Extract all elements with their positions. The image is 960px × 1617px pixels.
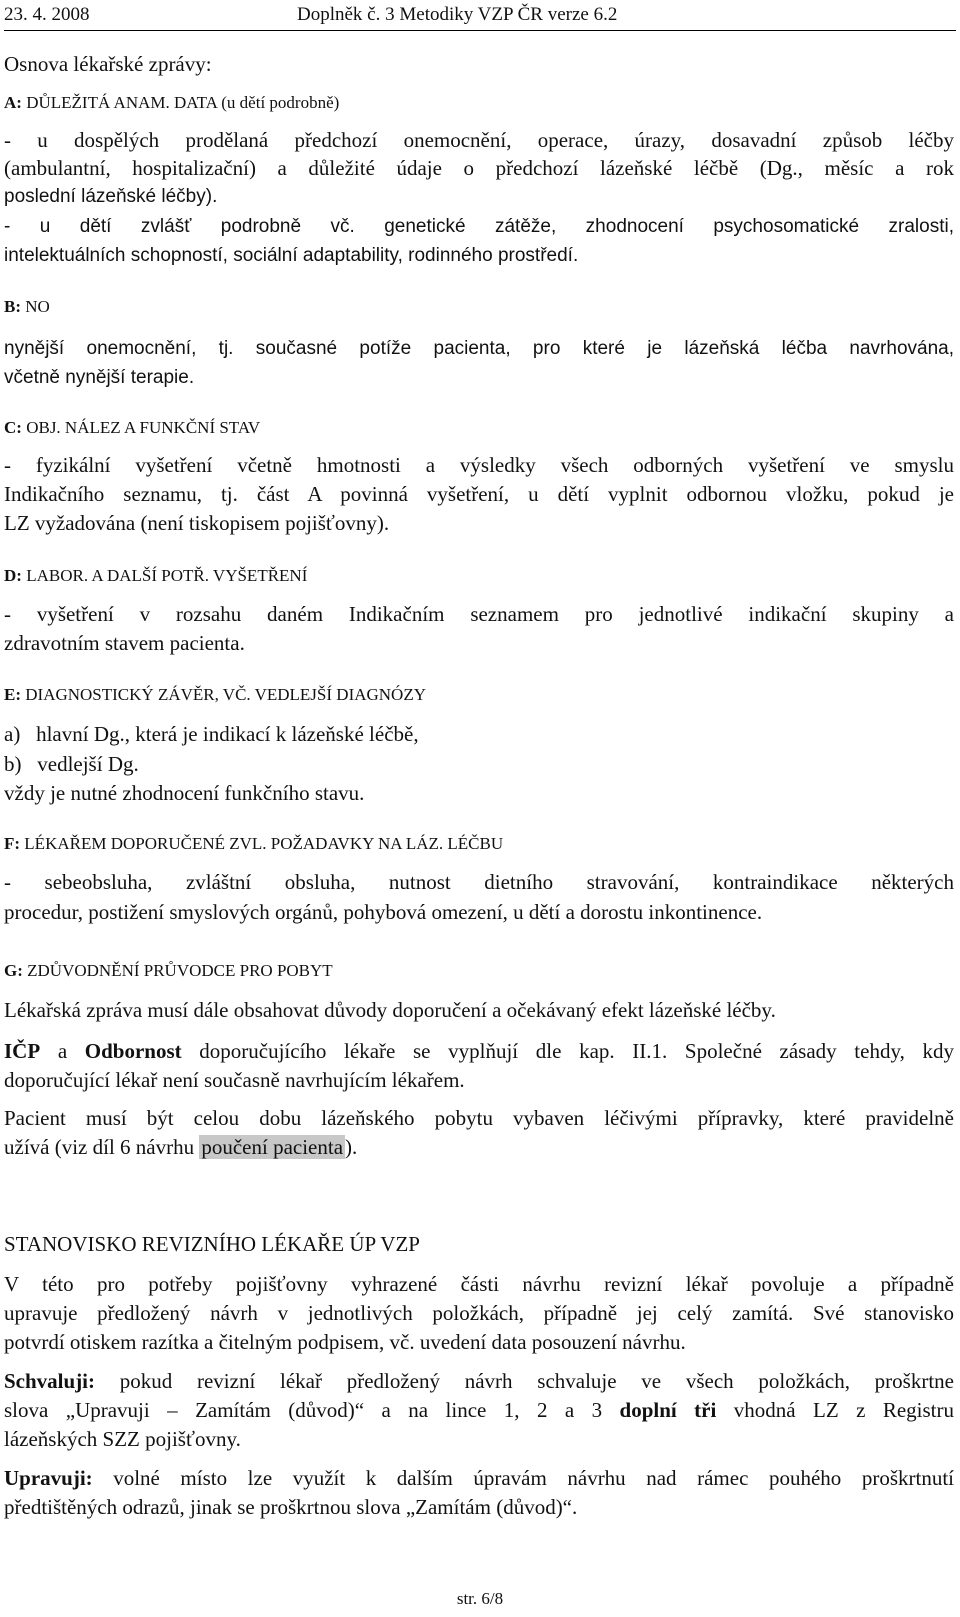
header-date: 23. 4. 2008 bbox=[4, 4, 90, 25]
section-d-label: D: bbox=[4, 566, 22, 585]
section-a-line: poslední lázeňské léčby). bbox=[4, 186, 218, 207]
schvaluji-bold: doplní tři bbox=[619, 1398, 717, 1422]
patient-post: ). bbox=[345, 1135, 358, 1159]
icp-rest: doporučujícího lékaře se vyplňují dle kap. II.1. Společné zásady tehdy, kdy bbox=[181, 1039, 954, 1063]
section-c-line: - fyzikální vyšetření včetně hmotnosti a výsledky všech odborných vyšetření ve smyslu bbox=[4, 453, 954, 477]
schvaluji-line3: lázeňských SZZ pojišťovny. bbox=[4, 1427, 241, 1451]
section-c-label: C: bbox=[4, 418, 22, 437]
outline-title: Osnova lékařské zprávy: bbox=[4, 52, 212, 76]
section-a-line: intelektuálních schopností, sociální adaptability, rodinného prostředí. bbox=[4, 245, 579, 266]
patient-line: Pacient musí být celou dobu lázeňského pobytu vybaven léčivými přípravky, které pravidelně bbox=[4, 1106, 954, 1130]
section-a-line: (ambulantní, hospitalizační) a důležité údaje o předchozí lázeňské léčbě (Dg., měsíc a rok bbox=[4, 156, 954, 180]
item-text: hlavní Dg., která je indikací k lázeňské léčbě, bbox=[36, 722, 419, 746]
and-text: a bbox=[40, 1039, 85, 1063]
section-c-heading bbox=[4, 418, 954, 438]
schvaluji-label: Schvaluji: bbox=[4, 1369, 96, 1393]
section-f-title: LÉKAŘEM DOPORUČENÉ ZVL. POŽADAVKY NA LÁZ. LÉČBU bbox=[24, 834, 504, 853]
section-f-line: - sebeobsluha, zvláštní obsluha, nutnost dietního stravování, kontraindikace některých bbox=[4, 870, 954, 894]
section-a-heading bbox=[4, 93, 954, 113]
section-g-icp-line bbox=[4, 1039, 954, 1064]
section-e-label: E: bbox=[4, 685, 21, 704]
page-number: str. 6/8 bbox=[456, 1589, 504, 1608]
section-e-title: DIAGNOSTICKÝ ZÁVĚR, VČ. VEDLEJŠÍ DIAGNÓZY bbox=[25, 685, 426, 704]
schvaluji-text: pokud revizní lékař předložený návrh schvaluje ve všech položkách, proškrtne bbox=[95, 1369, 954, 1393]
icp-bold: IČP bbox=[4, 1039, 41, 1063]
upravuji-label: Upravuji: bbox=[4, 1466, 93, 1490]
section-g-heading bbox=[4, 961, 954, 981]
schvaluji-post: vhodná LZ z Registru bbox=[716, 1398, 954, 1422]
patient-instructions-highlight: poučení pacienta bbox=[201, 1135, 344, 1159]
upravuji-line bbox=[4, 1466, 954, 1491]
section-e-note: vždy je nutné zhodnocení funkčního stavu. bbox=[4, 781, 365, 805]
diagnosis-item bbox=[4, 722, 954, 747]
section-d-line: zdravotním stavem pacienta. bbox=[4, 631, 245, 655]
item-marker: b) bbox=[4, 752, 22, 776]
schvaluji-pre: slova „Upravuji – Zamítám (důvod)“ a na lince 1, 2 a 3 bbox=[4, 1398, 620, 1422]
section-c-line: Indikačního seznamu, tj. část A povinná vyšetření, u dětí vyplnit odbornou vložku, pokud je bbox=[4, 482, 954, 506]
section-a-title: DŮLEŽITÁ ANAM. DATA (u dětí podrobně) bbox=[26, 93, 340, 112]
patient-pre: užívá (viz díl 6 návrhu bbox=[4, 1135, 200, 1159]
upravuji-text: volné místo lze využít k dalším úpravám návrhu nad rámec pouhého proškrtnutí bbox=[92, 1466, 954, 1490]
stanovisko-intro-line: V této pro potřeby pojišťovny vyhrazené části návrhu revizní lékař povoluje a případně bbox=[4, 1272, 954, 1296]
section-g-icp-line2: doporučující lékař není současně navrhujícím lékařem. bbox=[4, 1068, 465, 1092]
section-g-line: Lékařská zpráva musí dále obsahovat důvody doporučení a očekávaný efekt lázeňské léčby. bbox=[4, 998, 776, 1022]
header-title: Doplněk č. 3 Metodiky VZP ČR verze 6.2 bbox=[297, 4, 618, 25]
section-b-line: včetně nynější terapie. bbox=[4, 367, 195, 388]
section-f-heading bbox=[4, 834, 954, 854]
stanovisko-intro-line: potvrdí otiskem razítka a čitelným podpisem, vč. uvedení data posouzení návrhu. bbox=[4, 1330, 686, 1354]
section-f-line: procedur, postižení smyslových orgánů, pohybová omezení, u dětí a dorostu inkontinence. bbox=[4, 900, 763, 924]
schvaluji-line bbox=[4, 1369, 954, 1394]
section-c-title: OBJ. NÁLEZ A FUNKČNÍ STAV bbox=[26, 418, 261, 437]
schvaluji-line2 bbox=[4, 1398, 954, 1423]
section-f-label: F: bbox=[4, 834, 21, 853]
stanovisko-title: STANOVISKO REVIZNÍHO LÉKAŘE ÚP VZP bbox=[4, 1232, 420, 1256]
section-g-label: G: bbox=[4, 961, 23, 980]
page-header bbox=[4, 2, 956, 31]
section-g-title: ZDŮVODNĚNÍ PRŮVODCE PRO POBYT bbox=[27, 961, 333, 980]
odbornost-bold: Odbornost bbox=[84, 1039, 182, 1063]
section-b-label: B: bbox=[4, 297, 21, 316]
section-c-line: LZ vyžadována (není tiskopisem pojišťovny). bbox=[4, 511, 390, 535]
section-b-title: NO bbox=[25, 297, 50, 316]
section-a-line: - u dětí zvlášť podrobně vč. genetické zátěže, zhodnocení psychosomatické zralosti, bbox=[4, 216, 954, 237]
section-a-label: A: bbox=[4, 93, 22, 112]
diagnosis-item bbox=[4, 752, 954, 777]
section-b-heading bbox=[4, 297, 954, 317]
item-text: vedlejší Dg. bbox=[37, 752, 139, 776]
section-d-line: - vyšetření v rozsahu daném Indikačním seznamem pro jednotlivé indikační skupiny a bbox=[4, 602, 954, 626]
item-marker: a) bbox=[4, 722, 21, 746]
stanovisko-intro-line: upravuje předložený návrh v jednotlivých položkách, případně jej celý zamítá. Své stanovisko bbox=[4, 1301, 954, 1325]
section-b-line: nynější onemocnění, tj. současné potíže pacienta, pro které je lázeňská léčba navrhována, bbox=[4, 338, 954, 359]
upravuji-line2: předtištěných odrazů, jinak se proškrtnou slova „Zamítám (důvod)“. bbox=[4, 1495, 578, 1519]
section-d-heading bbox=[4, 566, 954, 586]
patient-line2 bbox=[4, 1135, 954, 1160]
section-a-line: - u dospělých prodělaná předchozí onemocnění, operace, úrazy, dosavadní způsob léčby bbox=[4, 128, 954, 152]
section-e-heading bbox=[4, 685, 954, 705]
section-d-title: LABOR. A DALŠÍ POTŘ. VYŠETŘENÍ bbox=[26, 566, 308, 585]
